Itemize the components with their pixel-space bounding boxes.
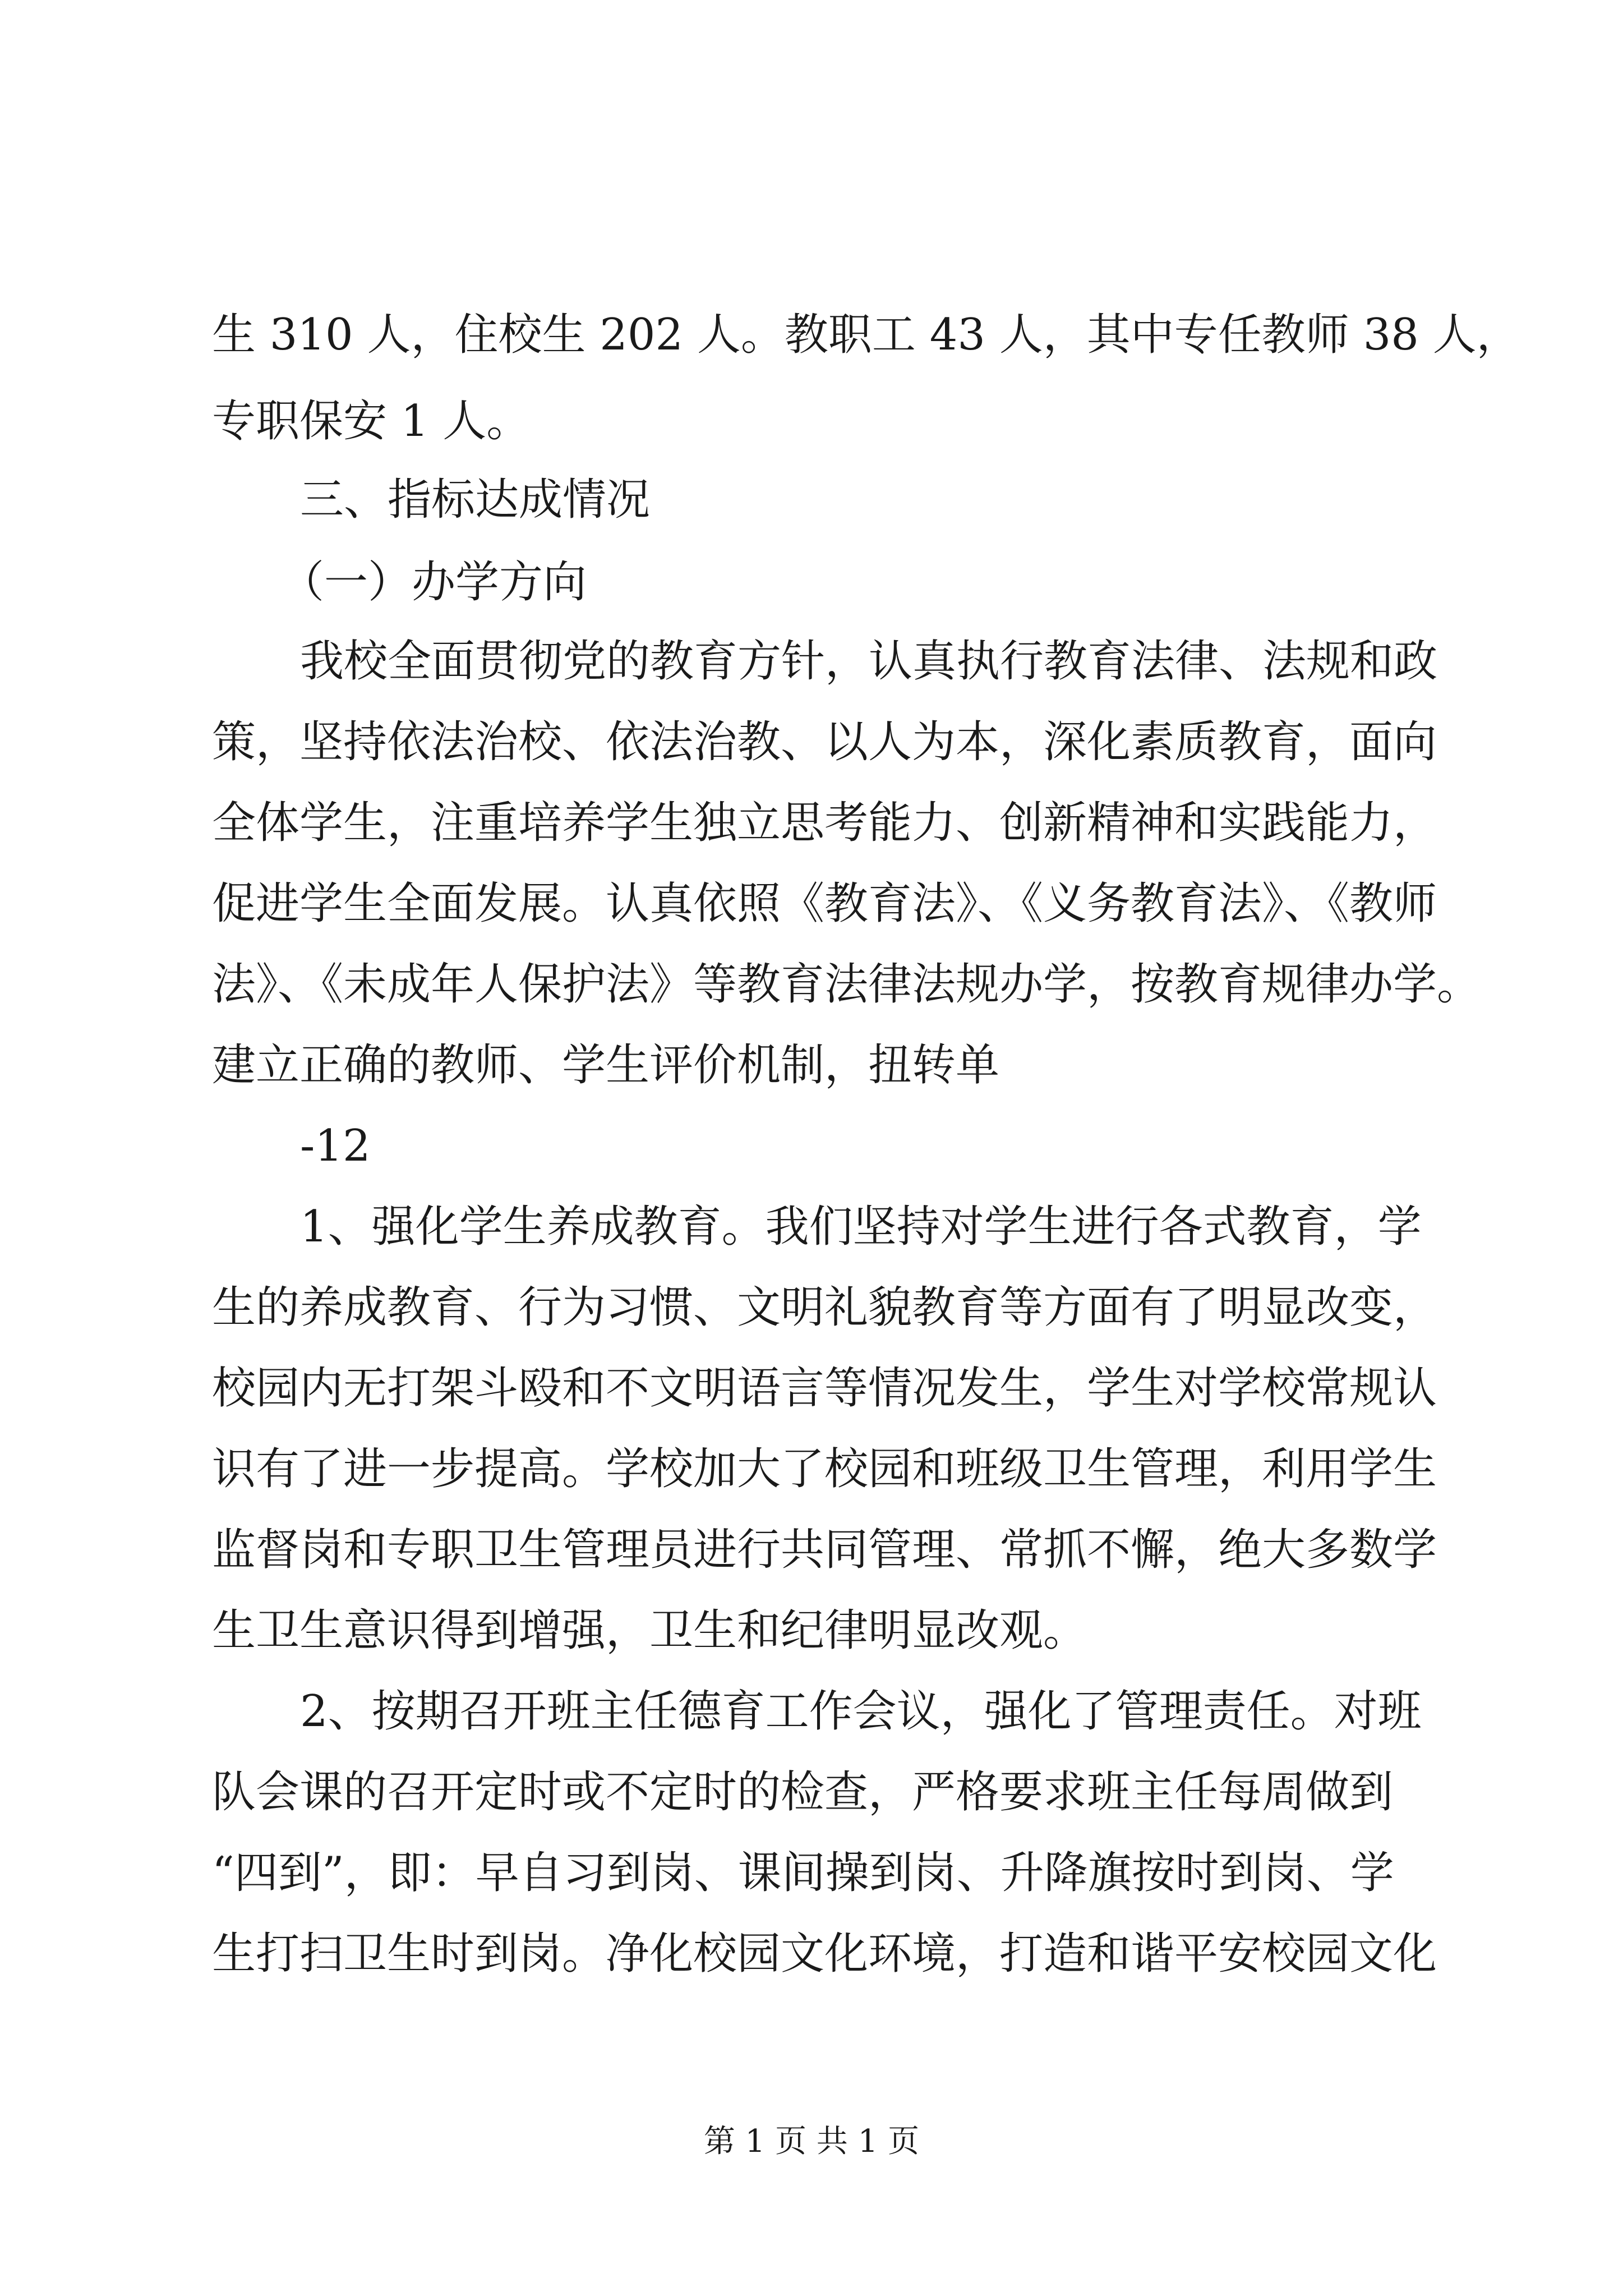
page-marker: -12 [300, 1121, 371, 1171]
subsection-heading: （一）办学方向 [280, 557, 587, 608]
paragraph-line: 生 310 人，住校生 202 人。教职工 43 人，其中专任教师 38 人， [212, 310, 1520, 360]
paragraph-line: 识有了进一步提高。学校加大了校园和班级卫生管理，利用学生 [212, 1444, 1437, 1494]
paragraph-line: 监督岗和专职卫生管理员进行共同管理、常抓不懈，绝大多数学 [212, 1525, 1437, 1575]
paragraph-line: 促进学生全面发展。认真依照《教育法》、《义务教育法》、《教师 [212, 878, 1437, 929]
paragraph-line: 全体学生，注重培养学生独立思考能力、创新精神和实践能力， [212, 798, 1437, 848]
paragraph-line: 队会课的召开定时或不定时的检查，严格要求班主任每周做到 [212, 1767, 1394, 1818]
paragraph-line: 校园内无打架斗殴和不文明语言等情况发生，学生对学校常规认 [212, 1363, 1437, 1414]
paragraph-line: 生的养成教育、行为习惯、文明礼貌教育等方面有了明显改变， [212, 1282, 1437, 1333]
paragraph-line: 我校全面贯彻党的教育方针，认真执行教育法律、法规和政 [300, 636, 1438, 687]
paragraph-line: 专职保安 1 人。 [212, 396, 531, 447]
paragraph-line: 2、按期召开班主任德育工作会议，强化了管理责任。对班 [300, 1686, 1422, 1737]
paragraph-line: 建立正确的教师、学生评价机制，扭转单 [212, 1040, 1000, 1091]
paragraph-line: 生卫生意识得到增强，卫生和纪律明显改观。 [212, 1605, 1087, 1656]
page-footer: 第 1 页 共 1 页 [703, 2123, 920, 2160]
paragraph-line: “四到”，即：早自习到岗、课间操到岗、升降旗按时到岗、学 [212, 1848, 1394, 1898]
section-heading: 三、指标达成情况 [300, 475, 651, 525]
paragraph-line: 法》、《未成年人保护法》等教育法律法规办学，按教育规律办学。 [212, 959, 1481, 1010]
paragraph-line: 1、强化学生养成教育。我们坚持对学生进行各式教育，学 [300, 1202, 1422, 1252]
paragraph-line: 生打扫卫生时到岗。净化校园文化环境，打造和谐平安校园文化 [212, 1929, 1437, 1979]
paragraph-line: 策，坚持依法治校、依法治教、以人为本，深化素质教育，面向 [212, 717, 1437, 767]
